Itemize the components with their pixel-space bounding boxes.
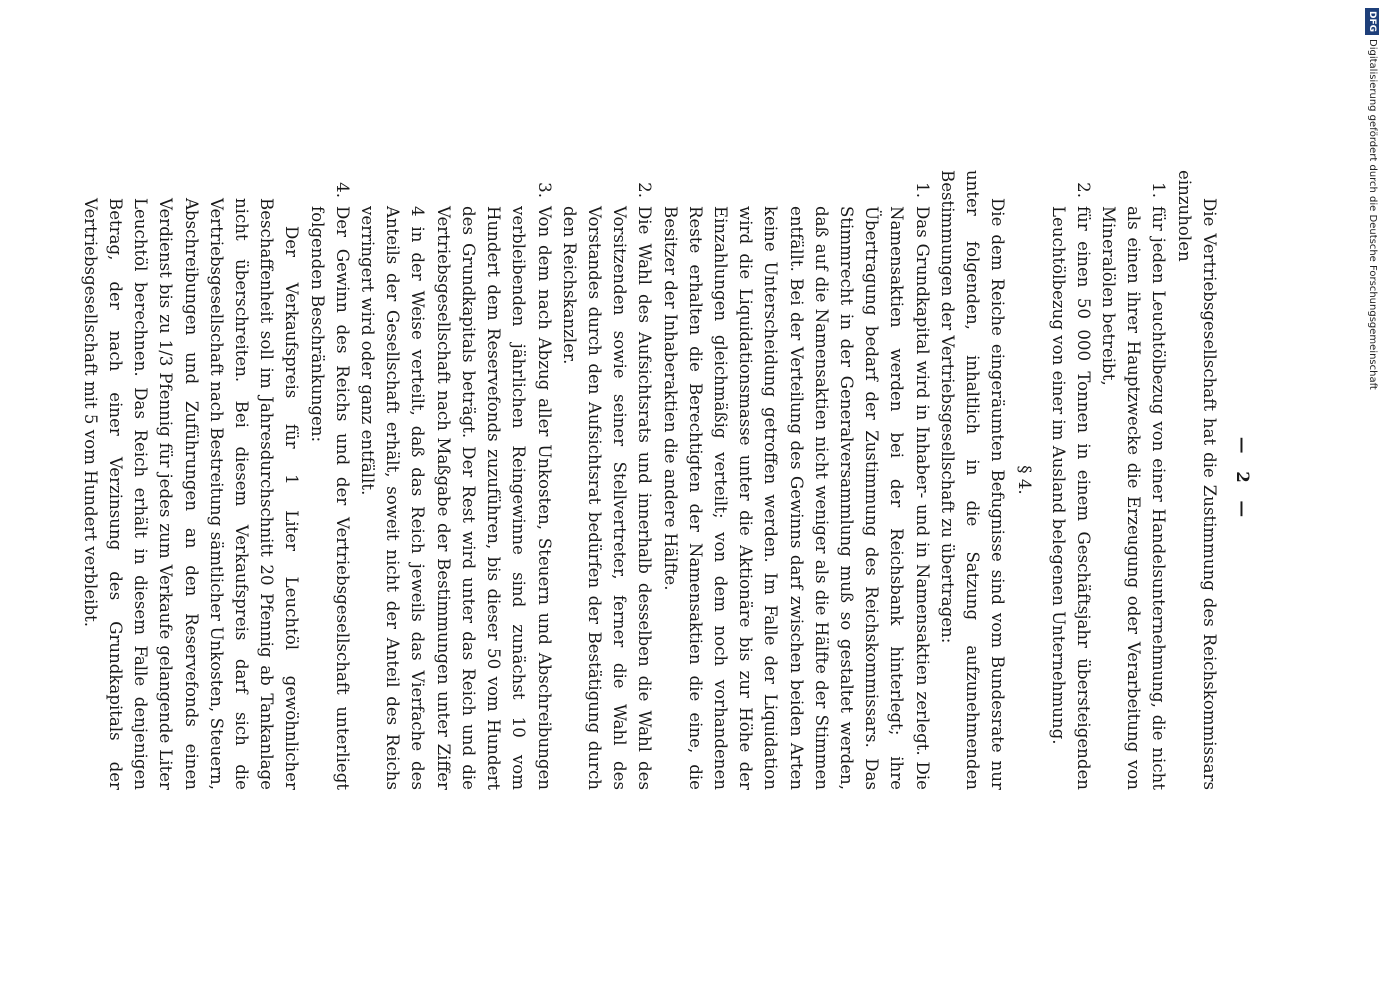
list-item-text: Die Wahl des Aufsichtsrats und innerhalb desselben die Wahl des Vorsitzenden sowie seiner Stellvertreter, ferner die Wahl des Vorstandes durch den Aufsichtsrat bedürfen der Bestätigung durch den Reichskanzler. — [559, 206, 655, 790]
list-item-text: Der Gewinn des Reichs und der Vertriebsgesellschaft unterliegt folgenden Beschränkungen: — [307, 206, 352, 790]
section-list-item — [657, 170, 934, 790]
dfg-banner-text: Digitalisierung gefördert durch die Deutsche Forschungsgemeinschaft — [1367, 39, 1378, 390]
list-item-number: 2. — [1073, 182, 1093, 198]
page-number: — 2 — — [1233, 436, 1253, 524]
list-item-number: 4. — [332, 182, 352, 198]
list-item-number: 3. — [534, 182, 554, 198]
intro-list — [1045, 170, 1171, 790]
section-list — [304, 170, 934, 790]
section-heading: § 4. — [1015, 465, 1035, 495]
section-intro: Die dem Reiche eingeräumten Befugnisse sind vom Bundesrate nur unter folgenden, inhaltlich in die Satzung aufzunehmenden Bestimmungen der Vertriebsgesellschaft zu übertragen: — [937, 170, 1008, 790]
list-item-number: 1. — [1149, 182, 1169, 198]
intro-paragraph: Die Vertriebsgesellschaft hat die Zustimmung des Reichskommissars einzuholen — [1174, 170, 1219, 790]
list-item-text: für einen 50 000 Tonnen in einem Geschäftsjahr übersteigenden Leuchtölbezug von einer im Ausland belegenen Unternehmung. — [1048, 206, 1093, 790]
dfg-banner — [1361, 8, 1383, 388]
section-list-item — [304, 170, 354, 790]
list-item-text: Von dem nach Abzug aller Unkosten, Steuern und Abschreibungen verbleibenden jährlichen Reingewinne sind zunächst 10 vom Hundert dem Reservefonds zuzuführen, bis dieser 50 vom Hundert des Grundkapitals beträgt. Der Rest wird unter das Reich und die Vertriebsgesellschaft nach Maßgabe der Bestimmungen unter Ziffer 4 in der Weise verteilt, daß das Reich jeweils das Vierfache des Anteils der Gesellschaft erhält, soweit nicht der Anteil des Reichs verringert wird oder ganz entfällt. — [358, 206, 554, 790]
list-item-text: für jeden Leuchtölbezug von einer Handelsunternehmung, die nicht als einen ihrer Hauptzwecke die Erzeugung oder Verarbeitung von Mineralölen betreibt, — [1098, 206, 1169, 790]
list-item-number: 2. — [635, 182, 655, 198]
intro-list-item — [1045, 170, 1095, 790]
section-list-item — [355, 170, 557, 790]
document-page — [80, 170, 1255, 790]
intro-list-item — [1096, 170, 1172, 790]
list-item-text: Das Grundkapital wird in Inhaber- und in Namensaktien zerlegt. Die Namensaktien werden bei der Reichsbank hinterlegt; ihre Übertragung bedarf der Zustimmung des Reichskommissars. Das Stimmrecht in der Generalversammlung muß so gestaltet werden, daß auf die Namensaktien nicht weniger als die Hälfte der Stimmen entfällt. Bei der Verteilung des Gewinns darf zwischen beiden Arten keine Unterscheidung getroffen werden. Im Falle der Liquidation wird die Liquidationsmasse unter die Aktionäre bis zur Höhe der Einzahlungen gleichmäßig verteilt; von dem noch vorhandenen Reste erhalten die Berechtigten der Namensaktien die eine, die Besitzer der Inhaberaktien die andere Hälfte. — [660, 206, 932, 790]
dfg-logo: DFG — [1365, 8, 1379, 35]
list-item-number: 1. — [912, 182, 932, 198]
final-paragraph: Der Verkaufspreis für 1 Liter Leuchtöl gewöhnlicher Beschaffenheit soll im Jahresdurchschnitt 20 Pfennig ab Tankanlage nicht überschreiten. Bei diesem Verkaufspreis darf sich die Vertriebsgesellschaft nach Bestreitung sämtlicher Unkosten, Steuern, Abschreibungen und Zuführungen an den Reservefonds einen Verdienst bis zu 1/3 Pfennig für jedes zum Verkaufe gelangende Liter Leuchtöl berechnen. Das Reich erhält in diesem Falle denjenigen Betrag, der nach einer Verzinsung des Grundkapitals der Vertriebsgesellschaft mit 5 vom Hundert verbleibt. — [80, 198, 302, 790]
section-list-item — [557, 170, 658, 790]
